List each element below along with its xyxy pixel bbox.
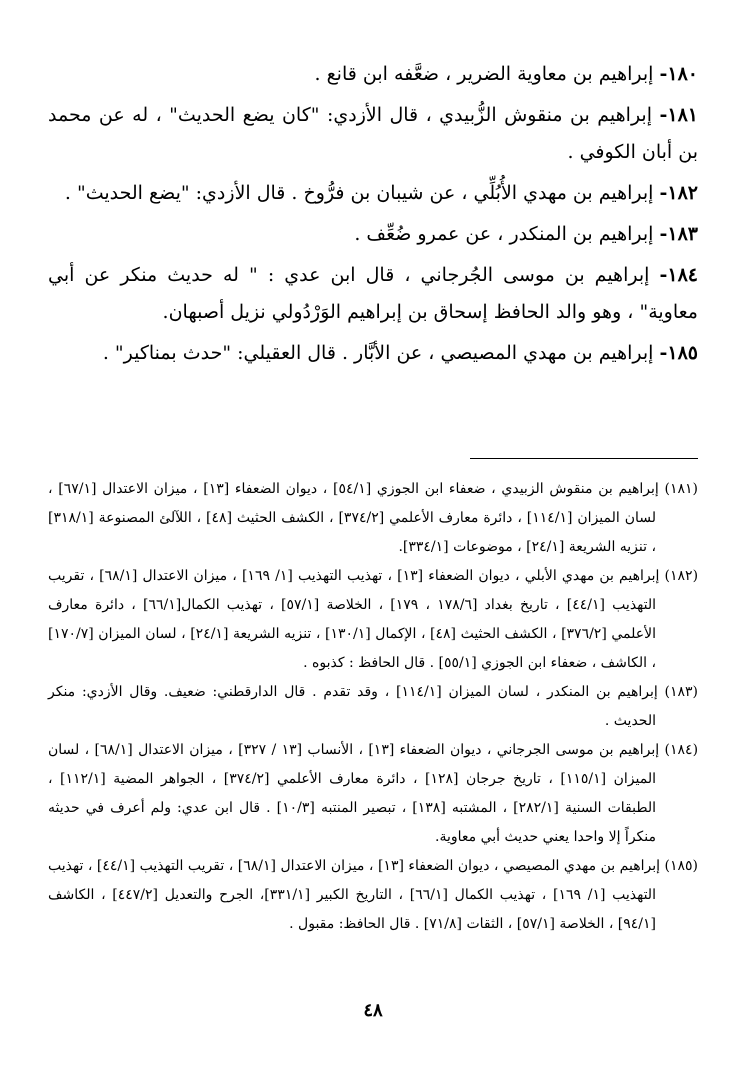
footnote-number: (١٨٥) — [664, 858, 698, 874]
entry-number: ١٨٥- — [659, 342, 698, 364]
footnote-number: (١٨٤) — [664, 742, 699, 758]
entry-number: ١٨١- — [659, 104, 698, 126]
entry-183 — [48, 216, 698, 253]
footnote-divider — [470, 458, 698, 459]
entry-180 — [48, 56, 698, 93]
footnote-182 — [48, 562, 698, 678]
footnote-181 — [48, 475, 698, 562]
footnotes — [48, 475, 698, 939]
entry-text: إبراهيم بن منقوش الزُّبيدي ، قال الأزدي: "كان يضع الحديث" ، له عن محمد بن أبان الكوفي . — [48, 104, 698, 163]
footnote-184 — [48, 736, 698, 852]
entry-text: إبراهيم بن موسى الجُرجاني ، قال ابن عدي : " له حديث منكر عن أبي معاوية" ، وهو والد الحافظ إسحاق بن إبراهيم الوَرْدُولي نزيل أصبهان. — [48, 264, 698, 323]
footnote-number: (١٨١) — [664, 481, 698, 497]
entry-number: ١٨٣- — [659, 223, 698, 245]
entry-number: ١٨٢- — [659, 182, 698, 204]
footnote-number: (١٨٢) — [664, 568, 699, 584]
footnote-number: (١٨٣) — [664, 684, 699, 700]
entry-181 — [48, 97, 698, 171]
entry-184 — [48, 257, 698, 331]
footnote-185 — [48, 852, 698, 939]
entry-text: إبراهيم بن معاوية الضرير ، ضعَّفه ابن قانع . — [314, 63, 654, 85]
entry-185 — [48, 335, 698, 372]
entry-text: إبراهيم بن المنكدر ، عن عمرو ضُعِّف . — [354, 223, 654, 245]
entry-text: إبراهيم بن مهدي المصيصي ، عن الأبَّار . قال العقيلي: "حدث بمناكير" . — [102, 342, 654, 364]
footnote-text: إبراهيم بن المنكدر ، لسان الميزان [١١٤/١] ، وقد تقدم . قال الدارقطني: ضعيف. وقال الأزدي: منكر الحديث . — [48, 684, 658, 729]
narrator-entries — [48, 56, 698, 376]
page-number: ٤٨ — [363, 1000, 383, 1021]
footnote-text: إبراهيم بن منقوش الزبيدي ، ضعفاء ابن الجوزي [٥٤/١] ، ديوان الضعفاء [١٣] ، ميزان الاعتدال [٦٧/١] ، لسان الميزان [١١٤/١] ، دائرة معارف الأعلمي [٣٧٤/٢] ، الكشف الحثيث [٤٨] ، اللآلئ المصنوعة [٣١٨/١] ، تنزيه الشريعة [٢٤/١] ، موضوعات [٣٣٤/١]. — [48, 481, 659, 555]
footnote-183 — [48, 678, 698, 736]
entry-number: ١٨٤- — [659, 264, 698, 286]
footnote-text: إبراهيم بن مهدي الأبلي ، ديوان الضعفاء [١٣] ، تهذيب التهذيب [١/ ١٦٩] ، ميزان الاعتدال [٦٨/١] ، تقريب التهذيب [٤٤/١] ، تاريخ بغداد [١٧٨/٦ ، ١٧٩] ، الخلاصة [٥٧/١] ، تهذيب الكمال[٦٦/١] ، دائرة معارف الأعلمي [٣٧٦/٢] ، الكشف الحثيث [٤٨] ، الإكمال [١٣٠/١] ، تنزيه الشريعة [٢٤/١] ، لسان الميزان [١٧٠/٧] ، الكاشف ، ضعفاء ابن الجوزي [٥٥/١] . قال الحافظ : كذبوه . — [48, 568, 660, 671]
entry-182 — [48, 175, 698, 212]
footnote-text: إبراهيم بن موسى الجرجاني ، ديوان الضعفاء [١٣] ، الأنساب [١٣ / ٣٢٧] ، ميزان الاعتدال [٦٨/١] ، لسان الميزان [١١٥/١] ، تاريخ جرجان [١٢٨] ، دائرة معارف الأعلمي [٣٧٤/٢] ، الجواهر المضية [١١٢/١] ، الطبقات السنية [٢٨٢/١] ، المشتبه [١٣٨] ، تبصير المنتبه [١٠/٣] . قال ابن عدي: ولم أعرف في حديثه منكراً إلا واحدا يعني حديث أبي معاوية. — [48, 742, 660, 845]
entry-text: إبراهيم بن مهدي الأُبُلِّي ، عن شيبان بن فرُّوخ . قال الأزدي: "يضع الحديث" . — [64, 182, 654, 204]
entry-number: ١٨٠- — [659, 63, 698, 85]
footnote-text: إبراهيم بن مهدي المصيصي ، ديوان الضعفاء [١٣] ، ميزان الاعتدال [٦٨/١] ، تقريب التهذيب [٤٤/١] ، تهذيب التهذيب [١/ ١٦٩] ، تهذيب الكمال [٦٦/١] ، التاريخ الكبير [٣٣١/١]، الجرح والتعديل [٤٤٧/٢] ، الكاشف [٩٤/١] ، الخلاصة [٥٧/١] ، الثقات [٧١/٨] . قال الحافظ: مقبول . — [48, 858, 660, 932]
